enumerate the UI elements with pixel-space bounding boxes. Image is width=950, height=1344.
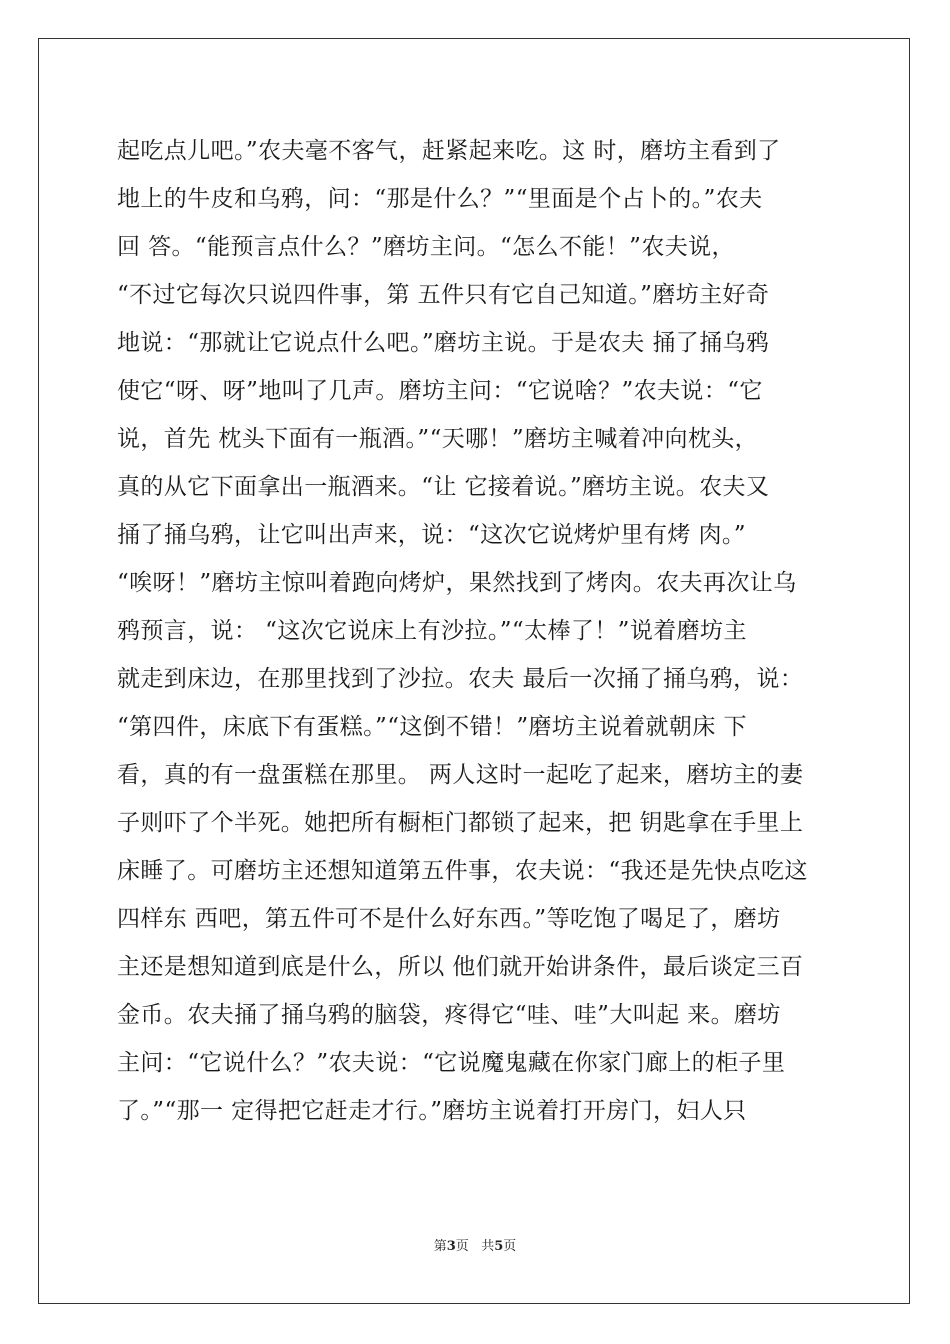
page-number-prefix: 第 xyxy=(433,1239,447,1254)
total-pages-prefix: 共 xyxy=(481,1239,495,1254)
text-line: 了。”“那一 定得把它赶走才行。”磨坊主说着打开房门，妇人只 xyxy=(117,1098,747,1124)
total-pages: 5 xyxy=(494,1239,504,1254)
text-line: 回 答。“能预言点什么？”磨坊主问。“怎么不能！”农夫说， xyxy=(117,234,735,260)
text-line: 主问：“它说什么？”农夫说：“它说魔鬼藏在你家门廊上的柜子里 xyxy=(117,1050,786,1076)
text-line: 地上的牛皮和乌鸦，问：“那是什么？”“里面是个占卜的。”农夫 xyxy=(117,186,763,212)
text-line: “不过它每次只说四件事，第 五件只有它自己知道。”磨坊主好奇 xyxy=(117,282,770,308)
text-line: 捅了捅乌鸦，让它叫出声来，说：“这次它说烤炉里有烤 肉。” xyxy=(117,522,746,548)
text-line: 子则吓了个半死。她把所有橱柜门都锁了起来，把 钥匙拿在手里上 xyxy=(117,810,804,836)
total-pages-suffix: 页 xyxy=(503,1239,517,1254)
text-line: 床睡了。可磨坊主还想知道第五件事，农夫说：“我还是先快点吃这 xyxy=(117,858,808,884)
text-line: 四样东 西吧，第五件可不是什么好东西。”等吃饱了喝足了，磨坊 xyxy=(117,906,781,932)
page-number: 3 xyxy=(446,1239,456,1254)
text-line: 就走到床边，在那里找到了沙拉。农夫 最后一次捅了捅乌鸦，说： xyxy=(117,666,804,692)
text-line: “唉呀！”磨坊主惊叫着跑向烤炉，果然找到了烤肉。农夫再次让乌 xyxy=(117,570,797,596)
text-line: 鸦预言，说： “这次它说床上有沙拉。”“太棒了！”说着磨坊主 xyxy=(117,618,747,644)
page-footer xyxy=(0,1238,950,1256)
page-number-suffix: 页 xyxy=(455,1239,469,1254)
text-line: 地说：“那就让它说点什么吧。”磨坊主说。于是农夫 捅了捅乌鸦 xyxy=(117,330,770,356)
text-line: 看，真的有一盘蛋糕在那里。 两人这时一起吃了起来，磨坊主的妻 xyxy=(117,762,804,788)
text-line: 使它“呀、呀”地叫了几声。磨坊主问：“它说啥？”农夫说：“它 xyxy=(117,378,763,404)
text-line: 主还是想知道到底是什么，所以 他们就开始讲条件，最后谈定三百 xyxy=(117,954,804,980)
body-text xyxy=(117,127,837,1135)
text-line: “第四件，床底下有蛋糕。”“这倒不错！”磨坊主说着就朝床 下 xyxy=(117,714,747,740)
text-line: 真的从它下面拿出一瓶酒来。“让 它接着说。”磨坊主说。农夫又 xyxy=(117,474,770,500)
text-line: 说，首先 枕头下面有一瓶酒。”“天哪！”磨坊主喊着冲向枕头， xyxy=(117,426,759,452)
text-line: 起吃点儿吧。”农夫毫不客气，赶紧起来吃。这 时，磨坊主看到了 xyxy=(117,138,781,164)
text-line: 金币。农夫捅了捅乌鸦的脑袋，疼得它“哇、哇”大叫起 来。磨坊 xyxy=(117,1002,781,1028)
